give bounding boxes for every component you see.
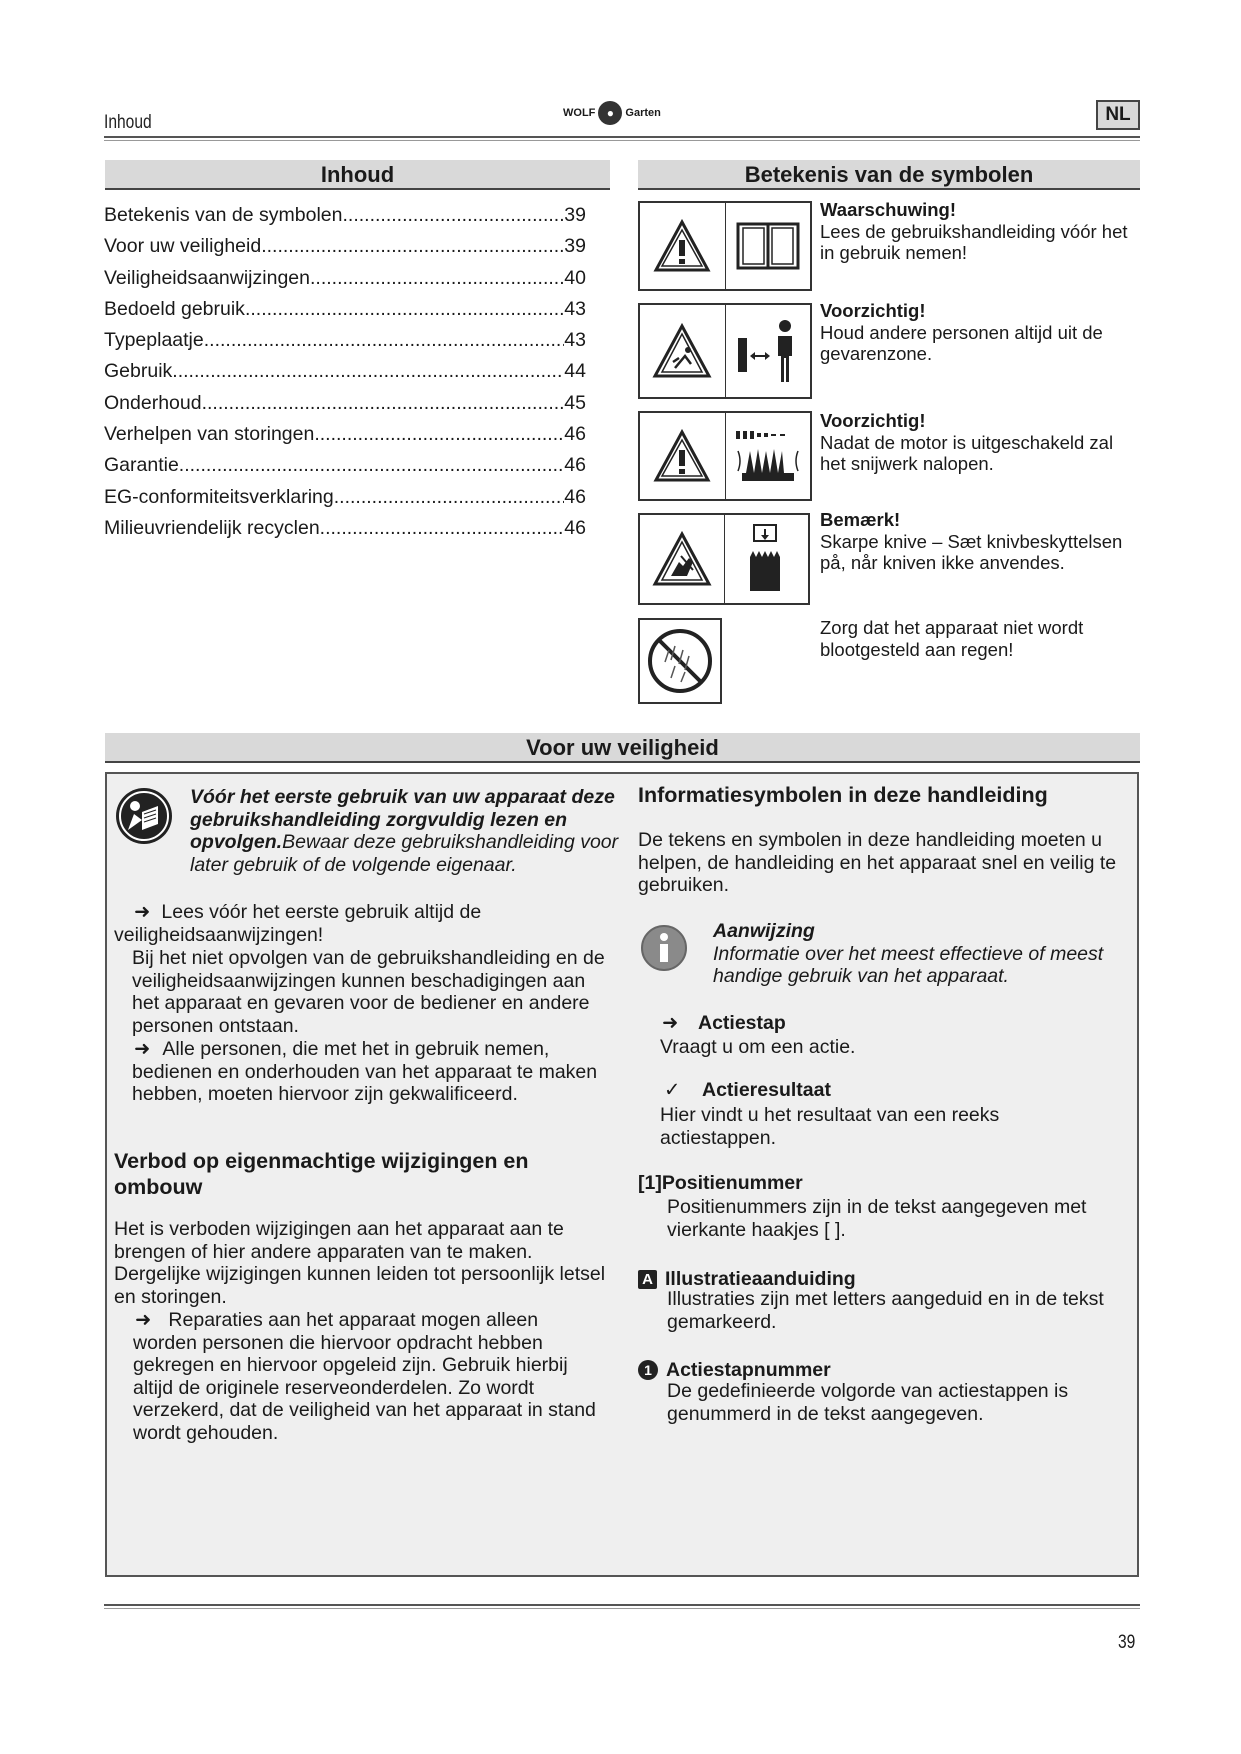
toc-leader-dots	[179, 450, 565, 481]
position-marker: [1]	[638, 1172, 662, 1194]
read-manual-icon	[114, 786, 174, 846]
symbol-text-1	[820, 199, 1140, 264]
toc-entry-page: 46	[564, 485, 586, 508]
toc-entry-page: 46	[564, 516, 586, 539]
safety-intro	[190, 786, 620, 876]
symbol-description: Lees de gebruikshandleiding vóór het in gebruik nemen!	[820, 220, 1128, 263]
symbol-heading: Voorzichtig!	[820, 300, 926, 321]
safety-step-1-text: Lees vóór het eerste gebruik altijd de veiligheidsaanwijzingen!	[114, 901, 482, 946]
footer-divider-thin	[104, 1608, 1140, 1609]
symbol-text-5	[820, 617, 1140, 660]
toc-entry-page: 40	[564, 266, 586, 289]
checkmark-icon: ✓	[664, 1079, 681, 1101]
thrown-objects-warning-icon	[640, 305, 726, 397]
info-stepnum-text: De gedefinieerde volgorde van actiestappen is genummerd in de tekst aangegeven.	[667, 1380, 1069, 1425]
toc-entry-page: 46	[564, 454, 586, 477]
toc-entry-label: Milieuvriendelijk recyclen	[104, 516, 320, 539]
symbol-heading: Voorzichtig!	[820, 410, 926, 431]
toc-entry	[104, 482, 586, 513]
toc-entry	[104, 231, 586, 262]
safety-step-2	[132, 1038, 612, 1106]
header-divider-thin	[104, 140, 1140, 141]
info-illustration-title: Illustratieaanduiding	[665, 1268, 856, 1290]
safety-step-3-text: Reparaties aan het apparaat mogen alleen worden personen die hiervoor opdracht hebben gekregen en hiervoor opgeleid zijn. Gebruik hierbij altijd de originele reserveonderdelen. Zo wordt verzekerd, dat de veiligheid van het apparaat in stand wordt gehouden.	[133, 1309, 596, 1444]
safety-para-2: Het is verboden wijzigingen aan het apparaat aan te brengen of hier andere apparaten van te maken. Dergelijke wijzigingen kunnen leiden tot persoonlijk letsel en storingen.	[114, 1218, 606, 1308]
safety-intro-bold: Vóór het eerste gebruik van uw apparaat deze gebruikshandleiding zorgvuldig lezen en opvolgen.	[190, 786, 615, 854]
arrow-right-icon: ➜	[662, 1012, 679, 1034]
toc-entry-label: Bedoeld gebruik	[104, 297, 245, 320]
safety-heading-2: Verbod op eigenmachtige wijzigingen en ombouw	[114, 1149, 529, 1199]
symbol-box-no-rain	[638, 618, 722, 704]
toc-entry-label: Onderhoud	[104, 391, 202, 414]
toc-entry	[104, 200, 586, 231]
toc-entry	[104, 513, 586, 544]
symbol-text-3	[820, 410, 1140, 475]
info-hint-title: Aanwijzing	[713, 920, 815, 942]
safety-intro-italic: Bewaar deze gebruikshandleiding voor later gebruik of de volgende eigenaar.	[190, 831, 619, 876]
toc-entry	[104, 450, 586, 481]
toc-entry-label: Garantie	[104, 454, 179, 477]
wolf-head-icon: ●	[598, 101, 622, 125]
safety-step-2-text: Alle personen, die met het in gebruik nemen, bedienen en onderhouden van het apparaat te maken hebben, moeten hiervoor zijn gekwalificeerd.	[132, 1038, 598, 1106]
info-action	[660, 1012, 1120, 1035]
table-of-contents	[104, 200, 586, 544]
toc-entry-page: 45	[564, 391, 586, 414]
arrow-right-icon: ➜	[135, 1309, 152, 1331]
toc-entry	[104, 419, 586, 450]
symbol-box-keep-distance	[638, 303, 812, 399]
toc-entry-label: Betekenis van de symbolen	[104, 204, 343, 226]
info-position-title: Positienummer	[661, 1172, 803, 1194]
brand-logo	[563, 100, 661, 126]
info-illustration-text: Illustraties zijn met letters aangeduid en in de tekst gemarkeerd.	[667, 1288, 1104, 1333]
toc-entry-page: 43	[564, 329, 586, 352]
toc-entry	[104, 356, 586, 387]
toc-entry-page: 46	[564, 423, 586, 446]
symbols-title: Betekenis van de symbolen	[638, 160, 1140, 190]
page-number: 39	[1118, 1632, 1136, 1653]
keep-distance-person-icon	[726, 305, 811, 397]
toc-leader-dots	[342, 200, 564, 231]
header-divider	[104, 136, 1140, 138]
logo-garten-text: Garten	[625, 107, 661, 119]
info-position	[638, 1172, 1138, 1195]
arrow-right-icon: ➜	[134, 1038, 151, 1060]
safety-para-1: Bij het niet opvolgen van de gebruikshandleiding en de veiligheidsaanwijzingen kunnen beschadigingen aan het apparaat en gevaren voor de bediener en andere personen ontstaan.	[132, 947, 605, 1037]
toc-leader-dots	[261, 231, 564, 262]
symbol-heading: Bemærk!	[820, 509, 901, 530]
warning-triangle-icon	[640, 413, 726, 499]
symbol-heading: Waarschuwing!	[820, 199, 957, 220]
info-hint	[713, 920, 1133, 988]
info-stepnum	[638, 1359, 1138, 1382]
info-result	[660, 1079, 1120, 1102]
toc-entry-label: Gebruik	[104, 360, 173, 383]
info-hint-text: Informatie over het meest effectieve of meest handige gebruik van het apparaat.	[713, 942, 1104, 988]
manual-book-icon	[726, 203, 811, 289]
toc-entry-page: 39	[564, 235, 586, 258]
info-result-text: Hier vindt u het resultaat van een reeks actiestappen.	[660, 1104, 1000, 1149]
toc-entry	[104, 388, 586, 419]
toc-entry-label: Verhelpen van storingen	[104, 423, 315, 446]
toc-leader-dots	[310, 263, 564, 294]
info-action-title: Actiestap	[698, 1012, 786, 1034]
toc-entry-page: 43	[564, 297, 586, 320]
step-number-marker-icon: 1	[638, 1360, 658, 1380]
symbol-box-warning	[638, 201, 812, 291]
toc-entry	[104, 263, 586, 294]
toc-leader-dots	[202, 388, 565, 419]
language-badge: NL	[1096, 100, 1140, 130]
toc-title: Inhoud	[105, 160, 610, 190]
symbol-box-blade-runout	[638, 411, 812, 501]
toc-entry-label: Typeplaatje	[104, 329, 204, 352]
info-position-text: Positienummers zijn in de tekst aangegeven met vierkante haakjes [ ].	[667, 1196, 1087, 1241]
symbol-text-2	[820, 300, 1140, 365]
toc-entry-page: 44	[564, 360, 586, 383]
symbol-box-sharp-blades	[638, 513, 810, 605]
safety-step-1	[114, 901, 644, 946]
symbol-description: Zorg dat het apparaat niet wordt blootgesteld aan regen!	[820, 617, 1084, 660]
toc-leader-dots	[314, 419, 564, 450]
toc-entry-label: Veiligheidsaanwijzingen	[104, 266, 310, 289]
info-stepnum-title: Actiestapnummer	[666, 1359, 831, 1381]
safety-title: Voor uw veiligheid	[105, 733, 1140, 763]
toc-leader-dots	[204, 325, 565, 356]
symbol-description: Houd andere personen altijd uit de gevarenzone.	[820, 321, 1103, 364]
toc-entry-label: Voor uw veiligheid	[104, 235, 262, 258]
toc-leader-dots	[172, 356, 564, 387]
footer-divider	[104, 1604, 1140, 1606]
warning-triangle-icon	[640, 203, 726, 289]
arrow-right-icon: ➜	[134, 901, 151, 923]
symbol-description: Skarpe knive – Sæt knivbeskyttelsen på, når kniven ikke anvendes.	[820, 530, 1123, 573]
logo-wolf-text: WOLF	[563, 107, 596, 119]
header-section-label: Inhoud	[104, 112, 152, 133]
safety-step-3	[133, 1309, 603, 1445]
no-rain-icon	[640, 620, 720, 702]
info-title: Informatiesymbolen in deze handleiding	[638, 783, 1048, 807]
rotating-blades-icon	[726, 413, 811, 499]
info-action-text: Vraagt u om een actie.	[660, 1036, 856, 1058]
toc-leader-dots	[245, 294, 564, 325]
toc-entry	[104, 294, 586, 325]
info-hint-icon	[640, 924, 688, 972]
toc-entry	[104, 325, 586, 356]
info-result-title: Actieresultaat	[702, 1079, 831, 1101]
illustration-marker-icon: A	[638, 1270, 657, 1289]
toc-leader-dots	[334, 482, 565, 513]
symbol-text-4	[820, 509, 1140, 574]
toc-entry-page: 39	[564, 204, 586, 226]
toc-leader-dots	[320, 513, 565, 544]
hand-cut-warning-icon	[640, 515, 725, 603]
symbol-description: Nadat de motor is uitgeschakeld zal het snijwerk nalopen.	[820, 431, 1114, 474]
info-intro: De tekens en symbolen in deze handleiding moeten u helpen, de handleiding en het apparaat snel en veilig te gebruiken.	[638, 829, 1117, 897]
blade-cover-icon	[725, 515, 809, 603]
toc-entry-label: EG-conformiteitsverklaring	[104, 485, 334, 508]
